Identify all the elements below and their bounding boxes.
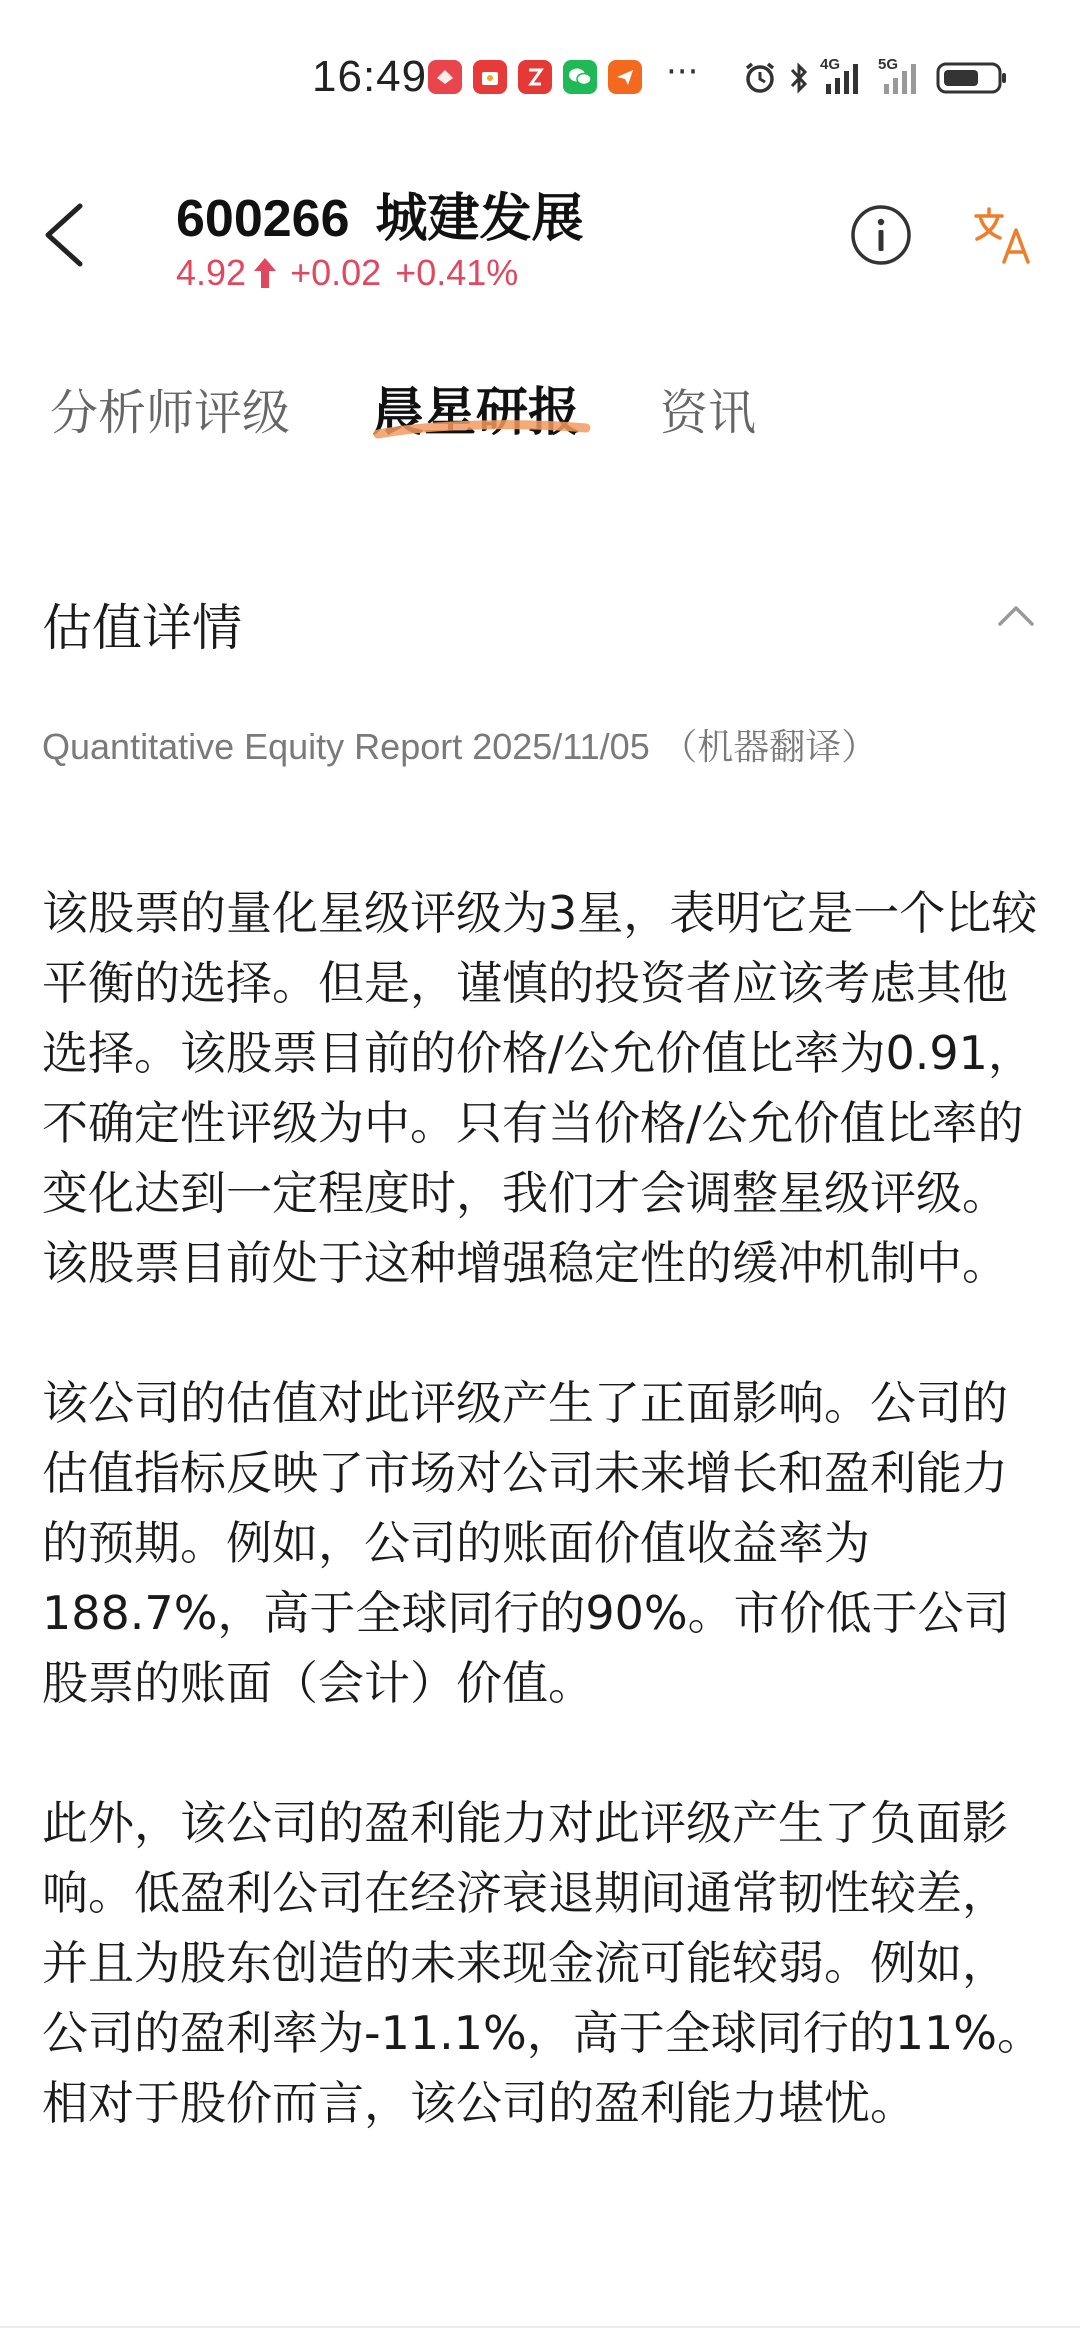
calendar-app-icon <box>518 60 552 94</box>
collapse-button[interactable] <box>996 600 1036 630</box>
shopping-app-icon <box>473 60 507 94</box>
stock-change-pct: +0.41% <box>395 252 519 293</box>
huawei-app-icon <box>428 60 462 94</box>
report-source-date: Quantitative Equity Report 2025/11/05 <box>42 726 650 767</box>
system-icons <box>742 58 1008 98</box>
network-5g-label: 5G <box>878 56 899 73</box>
messaging-app-icon <box>608 60 642 94</box>
tab-news[interactable]: 资讯 <box>660 385 757 441</box>
alarm-icon <box>742 60 778 96</box>
bluetooth-icon <box>788 60 810 96</box>
stock-name: 城建发展 <box>375 189 584 249</box>
info-icon <box>850 204 912 266</box>
network-4g-label: 4G <box>820 56 841 73</box>
tab-morningstar-report[interactable]: 晨星研报 <box>372 383 581 443</box>
signal-4g-icon <box>820 58 868 98</box>
arrow-up-icon <box>252 256 278 290</box>
report-paragraph: 此外，该公司的盈利能力对此评级产生了负面影响。低盈利公司在经济衰退期间通常韧性较差，并且为股东创造的未来现金流可能较弱。例如，公司的盈利率为-11.1%，高于全球同行的11%。相对于股价而言，该公司的盈利能力堪忧。 <box>42 1796 1043 2130</box>
section-title: 估值详情 <box>42 599 242 657</box>
stock-price: 4.92 <box>176 252 247 293</box>
report-paragraph: 该股票的量化星级评级为3星，表明它是一个比较平衡的选择。但是，谨慎的投资者应该考虑其他选择。该股票目前的价格/公允价值比率为0.91，不确定性评级为中。只有当价格/公允价值比率的变化达到一定程度时，我们才会调整星级评级。该股票目前处于这种增强稳定性的缓冲机制中。 <box>42 886 1038 1290</box>
active-tab-indicator <box>372 420 592 440</box>
stock-change: +0.02 <box>290 252 382 293</box>
notification-icons <box>428 60 642 94</box>
stock-title <box>176 176 584 251</box>
chevron-up-icon <box>996 600 1036 630</box>
report-meta <box>42 722 1002 773</box>
report-paragraph: 该公司的估值对此评级产生了正面影响。公司的估值指标反映了市场对公司未来增长和盈利能力的预期。例如，公司的账面价值收益率为188.7%，高于全球同行的90%。市价低于公司股票的账面（会计）价值。 <box>42 1376 1010 1710</box>
bottom-divider <box>0 2326 1080 2328</box>
tab-analyst-rating[interactable]: 分析师评级 <box>50 385 291 441</box>
stock-quote <box>176 252 518 294</box>
status-time: 16:49 <box>312 52 428 101</box>
translate-button[interactable] <box>972 204 1034 266</box>
tab-bar <box>0 370 1080 460</box>
more-notifications-icon: ··· <box>666 52 699 92</box>
translate-icon <box>972 204 1034 266</box>
status-bar <box>0 0 1080 160</box>
wechat-app-icon <box>563 60 597 94</box>
report-body <box>42 878 1052 2138</box>
chevron-left-icon <box>40 200 90 270</box>
stock-code: 600266 <box>176 190 350 248</box>
machine-translation-note: （机器翻译） <box>661 727 878 768</box>
back-button[interactable] <box>40 200 90 270</box>
battery-icon <box>936 60 1008 96</box>
info-button[interactable] <box>850 204 912 266</box>
signal-5g-icon <box>878 58 926 98</box>
